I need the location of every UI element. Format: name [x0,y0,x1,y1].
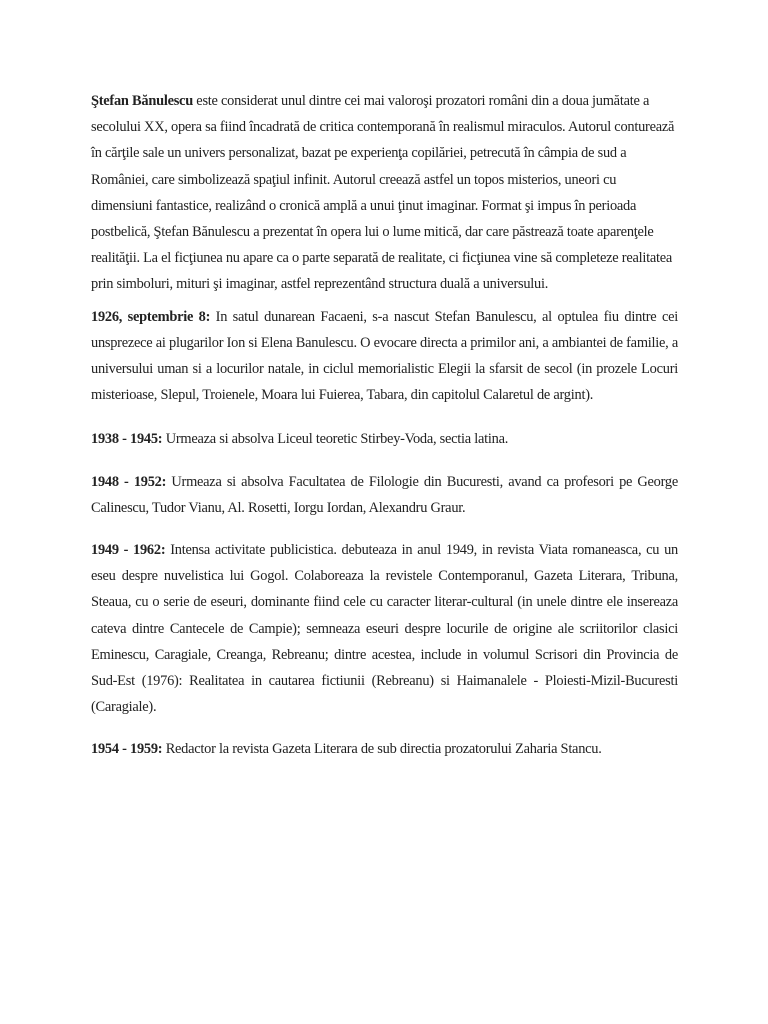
entry-text: In satul dunarean Facaeni, s-a nascut Stefan Banulescu, al optulea fiu dintre cei unsprezece ai plugarilor Ion si Elena Banulescu. O evocare directa a primilor ani, a ambiantei de familie, a universului uman si a locurilor natale, in ciclul memorialistic Elegii la sfarsit de secol (in prozele Locuri misterioase, Slepul, Troienele, Moara lui Fuierea, Tabara, din capitolul Calaretul de argint). [91,308,678,404]
timeline-entry-1938 [91,426,678,452]
timeline-entry-1949 [91,537,678,720]
entry-date: 1938 - 1945: [91,431,163,448]
timeline-entry-1954 [91,736,678,762]
intro-text: este considerat unul dintre cei mai valoroşi prozatori români din a doua jumătate a secolului XX, opera sa fiind încadrată de critica contemporană în realismul miraculos. Autorul conturează în cărţile sale un univers personalizat, bazat pe experienţa copilăriei, petrecută în câmpia de sud a României, care simbolizează spaţiul infinit. Autorul creează astfel un topos misterios, uneori cu dimensiuni fantastice, realizând o cronică amplă a unui ţinut imaginar. Format şi impus în perioada postbelică, Ştefan Bănulescu a prezentat în opera lui o lume mitică, dar care păstrează toate aparenţele realităţii. La el ficţiunea nu apare ca o parte separată de realitate, ci ficţiunea vine să completeze realitatea prin simboluri, mituri şi imaginar, astfel reprezentând structura duală a universului. [91,93,675,293]
entry-date: 1949 - 1962: [91,542,166,559]
timeline-entry-1948 [91,469,678,521]
entry-date: 1954 - 1959: [91,741,163,758]
entry-date: 1926, septembrie 8: [91,308,211,325]
entry-text: Redactor la revista Gazeta Literara de sub directia prozatorului Zaharia Stancu. [162,741,602,758]
entry-text: Intensa activitate publicistica. debuteaza in anul 1949, in revista Viata romaneasca, cu un eseu despre nuvelistica lui Gogol. Colaboreaza la revistele Contemporanul, Gazeta Literara, Tribuna, Steaua, cu o serie de eseuri, dominante fiind cele cu caracter literar-cultural (in unele dintre ele insereaza cateva dintre Cantecele de Campie); semneaza eseuri despre locurile de origine ale scriitorilor clasici Eminescu, Caragiale, Creanga, Rebreanu; dintre acestea, include in volumul Scrisori din Provincia de Sud-Est (1976): Realitatea in cautarea fictiunii (Rebreanu) si Haimanalele - Ploiesti-Mizil-Bucuresti (Caragiale). [91,542,678,716]
author-name: Ştefan Bănulescu [91,93,193,109]
intro-paragraph [91,88,678,298]
entry-date: 1948 - 1952: [91,473,167,490]
timeline-entry-1926 [91,304,678,409]
document-body [91,88,678,763]
entry-text: Urmeaza si absolva Liceul teoretic Stirbey-Voda, sectia latina. [162,431,509,448]
entry-text: Urmeaza si absolva Facultatea de Filologie din Bucuresti, avand ca profesori pe George Calinescu, Tudor Vianu, Al. Rosetti, Iorgu Iordan, Alexandru Graur. [91,473,678,516]
